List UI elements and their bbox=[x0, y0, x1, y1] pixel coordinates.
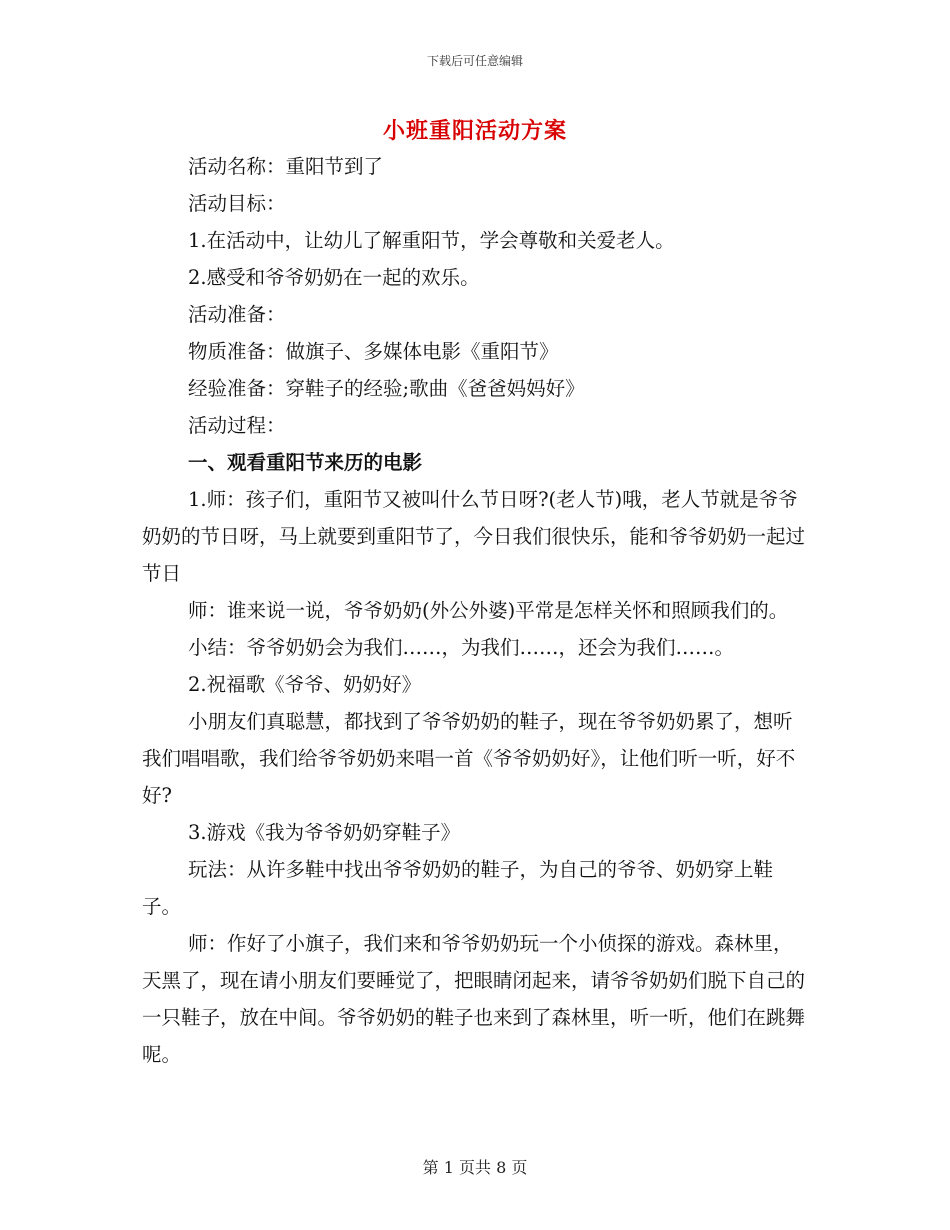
paragraph-step-2: 2.祝福歌《爷爷、奶奶好》 bbox=[188, 673, 422, 696]
document-body bbox=[142, 148, 810, 1073]
paragraph-step-3: 3.游戏《我为爷爷奶奶穿鞋子》 bbox=[188, 821, 461, 844]
paragraph-goal-2: 2.感受和爷爷奶奶在一起的欢乐。 bbox=[188, 266, 480, 289]
document-title: 小班重阳活动方案 bbox=[382, 118, 567, 144]
paragraph-game-rules: 玩法：从许多鞋中找出爷爷奶奶的鞋子，为自己的爷爷、奶奶穿上鞋子。 bbox=[142, 858, 774, 918]
paragraph-process-heading: 活动过程： bbox=[188, 414, 286, 437]
paragraph-goals-heading: 活动目标： bbox=[188, 192, 286, 215]
paragraph-preparation-heading: 活动准备： bbox=[188, 303, 286, 326]
section-heading-movie: 一、观看重阳节来历的电影 bbox=[188, 451, 423, 474]
paragraph-step-1: 1.师：孩子们，重阳节又被叫什么节日呀?(老人节)哦，老人节就是爷爷奶奶的节日呀，马上就要到重阳节了，今日我们很快乐，能和爷爷奶奶一起过节日 bbox=[142, 488, 806, 585]
paragraph-activity-name: 活动名称：重阳节到了 bbox=[188, 155, 384, 178]
paragraph-goal-1: 1.在活动中，让幼儿了解重阳节，学会尊敬和关爱老人。 bbox=[188, 229, 675, 252]
page-footer-number: 第 1 页共 8 页 bbox=[422, 1158, 528, 1177]
paragraph-experience-prep: 经验准备：穿鞋子的经验;歌曲《爸爸妈妈好》 bbox=[188, 377, 585, 400]
paragraph-teacher-question: 师：谁来说一说，爷爷奶奶(外公外婆)平常是怎样关怀和照顾我们的。 bbox=[188, 599, 789, 622]
paragraph-material-prep: 物质准备：做旗子、多媒体电影《重阳节》 bbox=[188, 340, 559, 363]
paragraph-song: 小朋友们真聪慧，都找到了爷爷奶奶的鞋子，现在爷爷奶奶累了，想听我们唱唱歌，我们给爷爷奶奶来唱一首《爷爷奶奶好》，让他们听一听，好不好? bbox=[142, 710, 796, 807]
page-header-note: 下载后可任意编辑 bbox=[426, 54, 523, 68]
paragraph-game-story: 师：作好了小旗子，我们来和爷爷奶奶玩一个小侦探的游戏。森林里，天黑了，现在请小朋友们要睡觉了，把眼睛闭起来，请爷爷奶奶们脱下自己的一只鞋子，放在中间。爷爷奶奶的鞋子也来到了森林里，听一听，他们在跳舞呢。 bbox=[142, 932, 806, 1066]
paragraph-summary: 小结：爷爷奶奶会为我们……，为我们……，还会为我们……。 bbox=[188, 636, 735, 659]
